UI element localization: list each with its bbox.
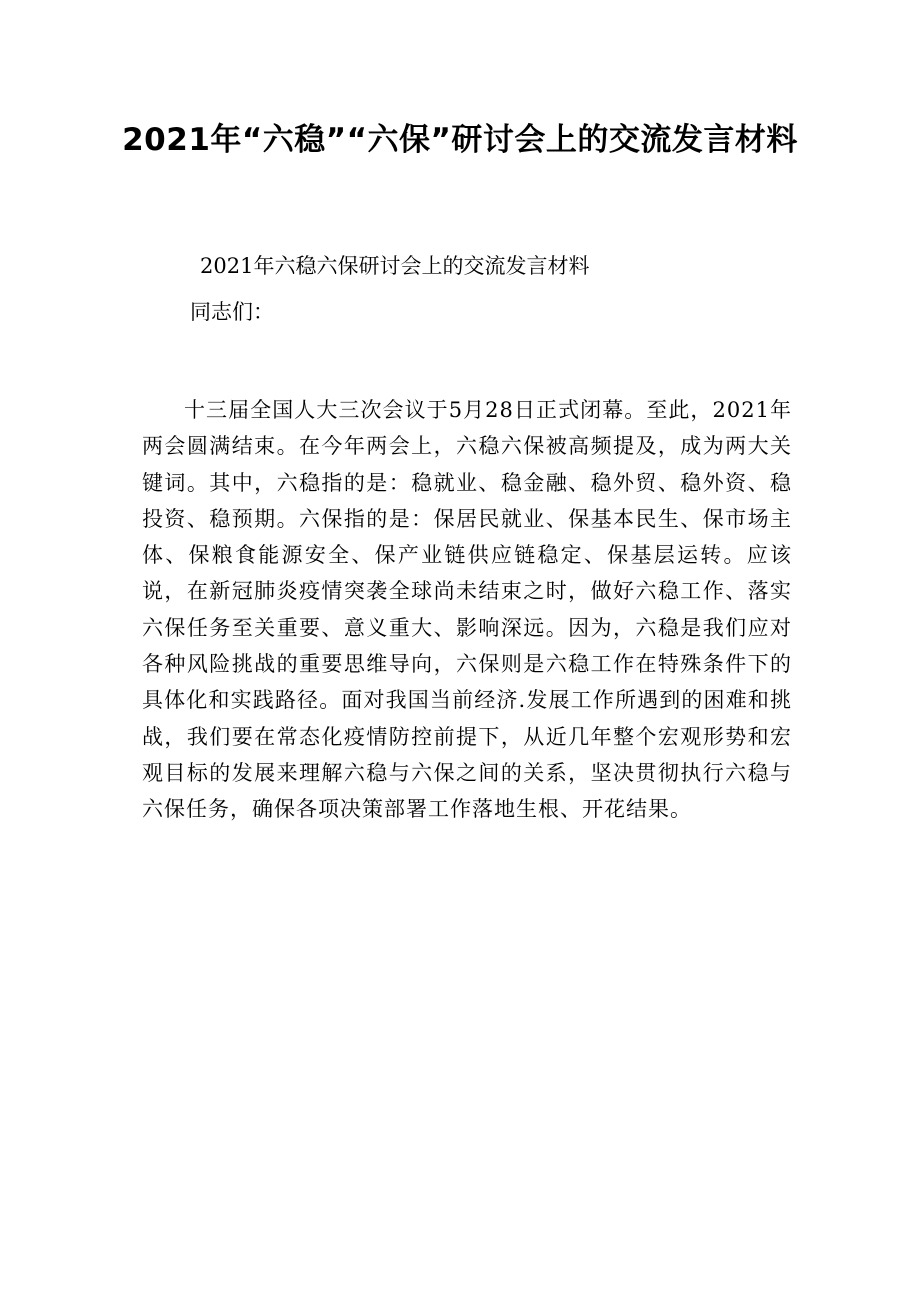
document-subtitle: 2021年六稳六保研讨会上的交流发言材料 <box>200 254 590 278</box>
document-title: 2021年“六稳”“六保”研讨会上的交流发言材料 <box>122 122 798 158</box>
greeting: 同志们： <box>190 300 274 324</box>
body-paragraph: 十三届全国人大三次会议于5月28日正式闭幕。至此，2021年两会圆满结束。在今年两会上，六稳六保被高频提及，成为两大关键词。其中，六稳指的是：稳就业、稳金融、稳外贸、稳外资、稳投资、稳预期。六保指的是：保居民就业、保基本民生、保市场主体、保粮食能源安全、保产业链供应链稳定、保基层运转。应该说，在新冠肺炎疫情突袭全球尚未结束之时，做好六稳工作、落实六保任务至关重要、意义重大、影响深远。因为，六稳是我们应对各种风险挑战的重要思维导向，六保则是六稳工作在特殊条件下的具体化和实践路径。面对我国当前经济.发展工作所遇到的困难和挑战，我们要在常态化疫情防控前提下，从近几年整个宏观形势和宏观目标的发展来理解六稳与六保之间的关系，坚决贯彻执行六稳与六保任务，确保各项决策部署工作落地生根、开花结果。 <box>142 398 792 822</box>
